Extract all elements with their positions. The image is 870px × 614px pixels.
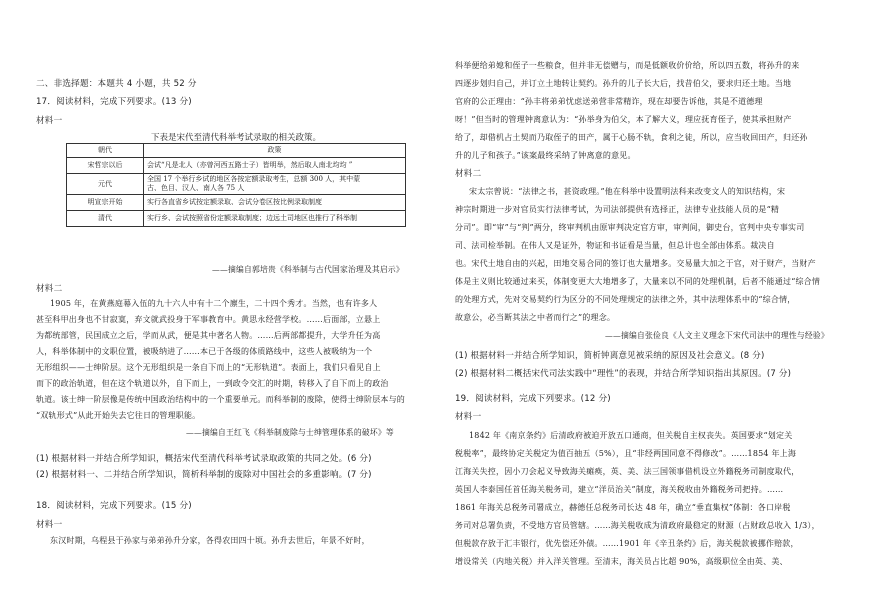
material-1-label: 材料一 [455, 412, 482, 422]
paragraph-line: 的处理方式，先对交易契约行为区分的不同处理规定的法律之外，其中法理体系中的“综合情， [455, 295, 796, 304]
policy-table [66, 143, 406, 227]
table-cell-policy [144, 195, 406, 211]
section-title: 二、非选择题：本题共 4 小题，共 52 分 [36, 79, 197, 89]
paragraph-line: 人，科举体制中的文职位置，被吸纳进了……本已于各级的体质路线中，这些人被吸纳为一个 [36, 347, 373, 356]
paragraph-line: 也。宋代土地自由的兴起，田地交易合同的签订也大量增多。交易量大加之于官，对于财产，当财产 [455, 259, 816, 268]
policy-line: 实行各直省乡试按定额录取、会试分卷区按比例录取制度 [147, 198, 322, 206]
material-1-label: 材料一 [36, 520, 63, 530]
paragraph-line: 升的儿子和孩子。”该案最终采纳了钟离意的意见。 [455, 151, 636, 160]
paragraph-line: 四逐步划归自己，并订立土地转让契约。孙升的儿子长大后，找昔伯父，要求归还土地。当地 [455, 79, 792, 88]
question-18-1: (1) 根据材料一并结合所学知识，简析钟离意见被采纳的原因及社会意义。(8 分) [455, 351, 765, 361]
paragraph-line: 1905 年，在黄燕庭幕入伍的九十六人中有十二个廪生，二十四个秀才。当然，也有许多人 [50, 299, 378, 308]
paragraph-line: 神宗时期进一步对官员实行法律考试，为司法部提供有选择正，法律专业技能人员的是“精 [455, 205, 780, 214]
paragraph-line: “双轨形式”从此开始失去它往日的管理职能。 [36, 411, 201, 420]
paragraph-line: 无形组织——士绅阶层。这个无形组织是一条自下而上的“无形轨道”。表面上，我们只看见自上 [36, 363, 381, 372]
table-cell-era: 元代 [67, 174, 144, 195]
q18-prompt: 18．阅读材料，完成下列要求。(15 分) [36, 501, 192, 511]
policy-line: 会试“凡是北人（亦曾河西五路士子）皆明举，然后取人南北均均 ” [147, 161, 353, 169]
table-cell-era: 清代 [67, 211, 144, 227]
paragraph-line: 呀！”但当时的管理钟离意认为：“孙举身为伯父，本了解大义，理应抚育侄子，使其承担财产 [455, 115, 792, 124]
paragraph-line: 江海关失控，因小刀会起义导致海关瘫痪，英、美、法三国领事借机设立外籍税务司制度取代， [455, 467, 800, 476]
q17-prompt: 17．阅读材料，完成下列要求。(13 分) [36, 97, 192, 107]
citation: ——摘编自王红飞《科举制废除与士绅管理体系的破坏》等 [186, 428, 394, 437]
table-row [67, 211, 406, 227]
question-17-1: (1) 根据材料一并结合所学知识，概括宋代至清代科举考试录取政策的共同之处。(6 分) [36, 454, 372, 464]
table-header-policy: 政策 [144, 144, 406, 158]
table-cell-policy [144, 211, 406, 227]
paragraph-line: 但税款存放于汇丰银行，优先偿还外债。……1901 年《辛丑条约》后，海关税款被挪作赔款， [455, 539, 799, 548]
paragraph-line: 为都统部管，民国成立之后，学而从武，便是其中著名人物。……后两部都提升，大学升任为高 [36, 331, 381, 340]
table-cell-policy [144, 174, 406, 195]
paragraph-line: 英国人李泰国任首任海关税务司，建立“洋员治关”制度，海关税收由外籍税务司把持。…… [455, 485, 784, 494]
paragraph-line: 1842 年《南京条约》后清政府被迫开放五口通商，但关税自主权丧失。英国要求“划定关 [469, 431, 793, 440]
table-row [67, 174, 406, 195]
paragraph-line: 司、法司检举制。在伟人又是证外，物证和书证看是当量，但总计也全部由体系。裁决自 [455, 241, 775, 250]
policy-line: 实行乡、会试按照省份定额录取制度；边远土司地区也推行了科举制 [147, 214, 357, 222]
table-cell-policy [144, 158, 406, 174]
table-cell-era: 明宣宗开始 [67, 195, 144, 211]
table-header-era: 朝代 [67, 144, 144, 158]
paragraph-line: 增设常关（内地关税）并入洋关管理。至清末，海关员占比超 90%，高级职位全由英、美、 [455, 557, 788, 566]
paragraph-line: 科举便给弟媳和侄子一些粮食，但并非无偿赠与，而是低额收价价给，所以四五数，将孙升的来 [455, 61, 800, 70]
paragraph-line: 分司”。即“审”与“判”两分，终审判机由原审判决定官方审，审判间，御史台，官判中央专事实司 [455, 223, 805, 232]
paragraph-line: 体是主义则比较通过来买，体制变更大大地增多了，大量来以不同的处理机制，后者不能通过“综合情 [455, 277, 821, 286]
right-column [455, 0, 855, 614]
citation: ——摘编自郭培贵《科举制与古代国家治理及其启示》 [212, 265, 404, 274]
table-cell-era: 宋哲宗以后 [67, 158, 144, 174]
table-header-row [67, 144, 406, 158]
paragraph-line: 税税率”，最终协定关税定为值百抽五（5%），且“非经两国同意不得修改”。……1854 年上海 [455, 449, 797, 458]
paragraph-line: 务司对总署负责，不受地方官员管辖。……海关税收成为清政府最稳定的财源（占财政总收入 1/3）， [455, 521, 820, 530]
paragraph-line: 官府的公正理由：“孙丰将弟弟忧虑送弟营非常精诈，现在却要告诉他，其是不道德理 [455, 97, 763, 106]
paragraph-line: 宋太宗曾说：“法律之书，甚资政理。”他在科举中设置明法科来改变文人的知识结构，宋 [469, 187, 786, 196]
paragraph-line: 甚至科甲出身也不甘寂寞，弃文就武投身于军事教育中。黄思永经营学校。……后面部，立悬上 [36, 315, 381, 324]
question-18-2: (2) 根据材料二概括宋代司法实践中“理性”的表现，并结合所学知识指出其原因。(7 分) [455, 369, 792, 379]
paragraph-line: 东汉时期，乌程县于孙家与弟弟孙升分家，各得农田四十顷。孙升去世后，年景不好时， [50, 536, 370, 545]
left-column [36, 0, 436, 614]
question-17-2: (2) 根据材料一、二并结合所学知识，简析科举制的废除对中国社会的多重影响。(7 分) [36, 470, 372, 480]
citation: ——摘编自张俭良《人文主义理念下宋代司法中的理性与经验》 [605, 331, 829, 340]
material-1-label: 材料一 [36, 116, 63, 126]
material-2-label: 材料二 [455, 169, 482, 179]
paragraph-line: 给了，却借机占土契而乃取侄子的田产，属于心肠不轨，食利之徒，所以，应当收回田产，归还孙 [455, 133, 808, 142]
policy-line: 全国 17 个举行乡试的地区各按定额录取考生，总额 300 人，其中蒙 [147, 175, 361, 183]
table-title: 下表是宋代至清代科举考试录取的相关政策。 [150, 133, 321, 143]
paragraph-line: 轨道。该士绅一阶层像是传统中国政治结构中的一个重要单元。而科举制的废除，使得士绅阶层本与的 [36, 395, 405, 404]
paragraph-line: 故意公，必当断其法之中者而行之”的理念。 [455, 313, 616, 322]
paragraph-line: 而下的政治轨道，但在这个轨道以外，自下而上，一到政令交汇的时期，转移入了自下而上的政治 [36, 379, 389, 388]
policy-line: 古、色目、汉人、南人各 75 人 [147, 184, 245, 192]
paragraph-line: 1861 年海关总税务司署成立，赫德任总税务司长达 48 年，确立“垂直集权”体制：各口岸税 [455, 503, 791, 512]
table-row [67, 158, 406, 174]
material-2-label: 材料二 [36, 284, 63, 294]
table-row [67, 195, 406, 211]
q19-prompt: 19．阅读材料，完成下列要求。(12 分) [455, 394, 611, 404]
